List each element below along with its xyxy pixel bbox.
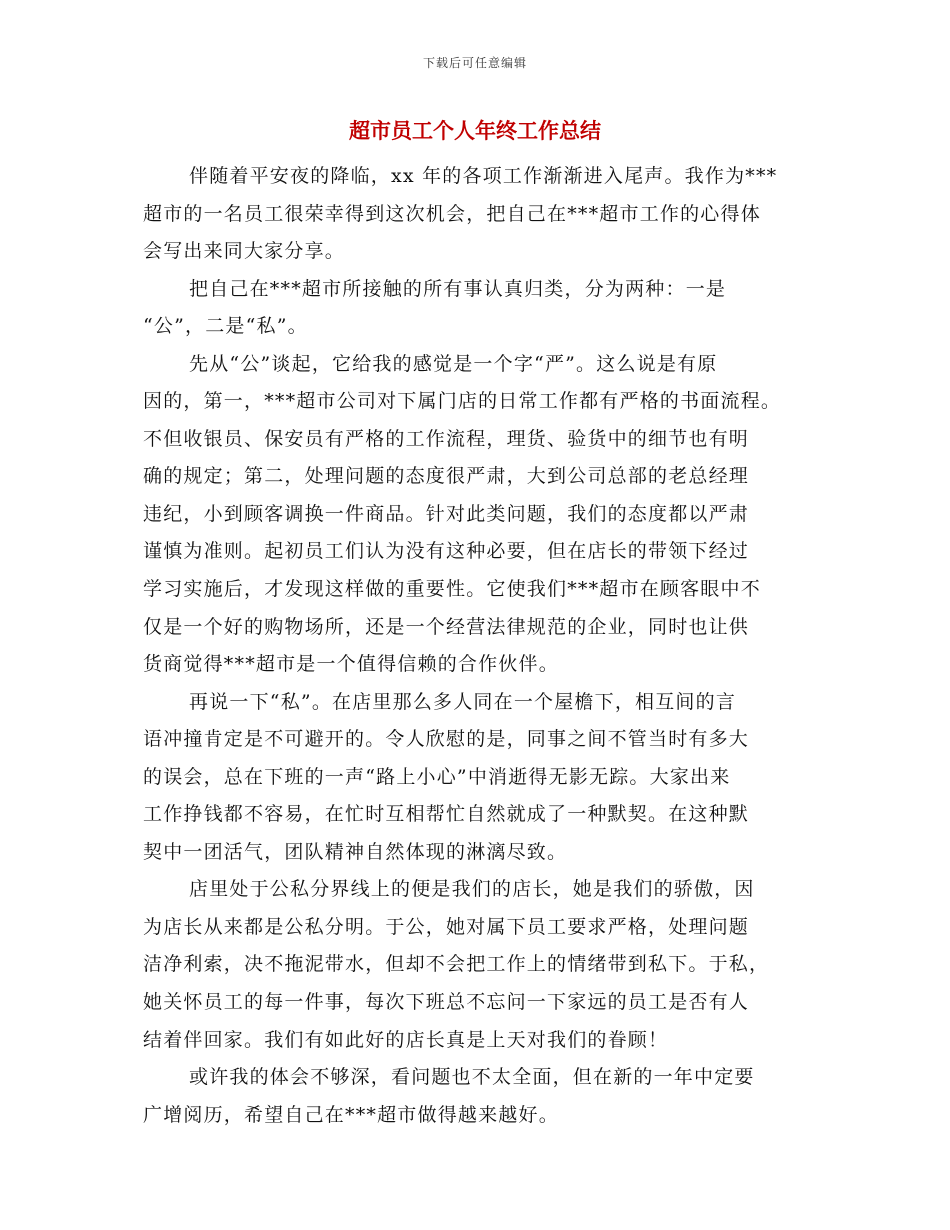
text-line: 广增阅历，希望自己在***超市做得越来越好。 [143,1103,559,1126]
text-line: 仅是一个好的购物场所，还是一个经营法律规范的企业，同时也让供 [143,615,750,638]
header-note: 下载后可任意编辑 [422,56,527,70]
document-body [143,158,843,1134]
text-line: 洁净利索，决不拖泥带水，但却不会把工作上的情绪带到私下。于私， [143,953,770,976]
text-line: 学习实施后，才发现这样做的重要性。它使我们***超市在顾客眼中不 [143,578,761,601]
text-line: 为店长从来都是公私分明。于公，她对属下员工要求严格，处理问题 [143,915,750,938]
text-line: 货商觉得***超市是一个值得信赖的合作伙伴。 [143,653,559,676]
text-line: 契中一团活气，团队精神自然体现的淋漓尽致。 [143,840,568,863]
text-line: 谨慎为准则。起初员工们认为没有这种必要，但在店长的带领下经过 [143,540,750,563]
text-line: 先从“公”谈起，它给我的感觉是一个字“严”。这么说是有原 [189,352,718,375]
text-line: 店里处于公私分界线上的便是我们的店长，她是我们的骄傲，因 [189,878,755,901]
text-line: 确的规定；第二，处理问题的态度很严肃，大到公司总部的老总经理 [143,465,750,488]
text-line: 伴随着平安夜的降临，xx 年的各项工作渐渐进入尾声。我作为*** [189,165,778,187]
text-line: 违纪，小到顾客调换一件商品。针对此类问题，我们的态度都以严肃 [143,502,750,525]
text-line: 因的，第一，***超市公司对下属门店的日常工作都有严格的书面流程。 [143,390,782,413]
text-line: 不但收银员、保安员有严格的工作流程，理货、验货中的细节也有明 [143,427,750,450]
text-line: 或许我的体会不够深，看问题也不太全面，但在新的一年中定要 [189,1066,755,1089]
page-title: 超市员工个人年终工作总结 [349,119,601,143]
text-line: 她关怀员工的每一件事，每次下班总不忘问一下家远的员工是否有人 [143,991,750,1014]
text-line: 的误会，总在下班的一声“路上小心”中消逝得无影无踪。大家出来 [143,765,731,788]
text-line: 语冲撞肯定是不可避开的。令人欣慰的是，同事之间不管当时有多大 [143,728,750,751]
text-line: “公”，二是“私”。 [143,315,308,338]
text-line: 超市的一名员工很荣幸得到这次机会，把自己在***超市工作的心得体 [143,202,761,225]
text-line: 再说一下“私”。在店里那么多人同在一个屋檐下，相互间的言 [189,690,737,713]
text-line: 结着伴回家。我们有如此好的店长真是上天对我们的眷顾！ [143,1028,669,1051]
text-line: 把自己在***超市所接触的所有事认真归类，分为两种：一是 [189,277,727,300]
text-line: 工作挣钱都不容易，在忙时互相帮忙自然就成了一种默契。在这种默 [143,803,750,826]
text-line: 会写出来同大家分享。 [143,240,346,263]
